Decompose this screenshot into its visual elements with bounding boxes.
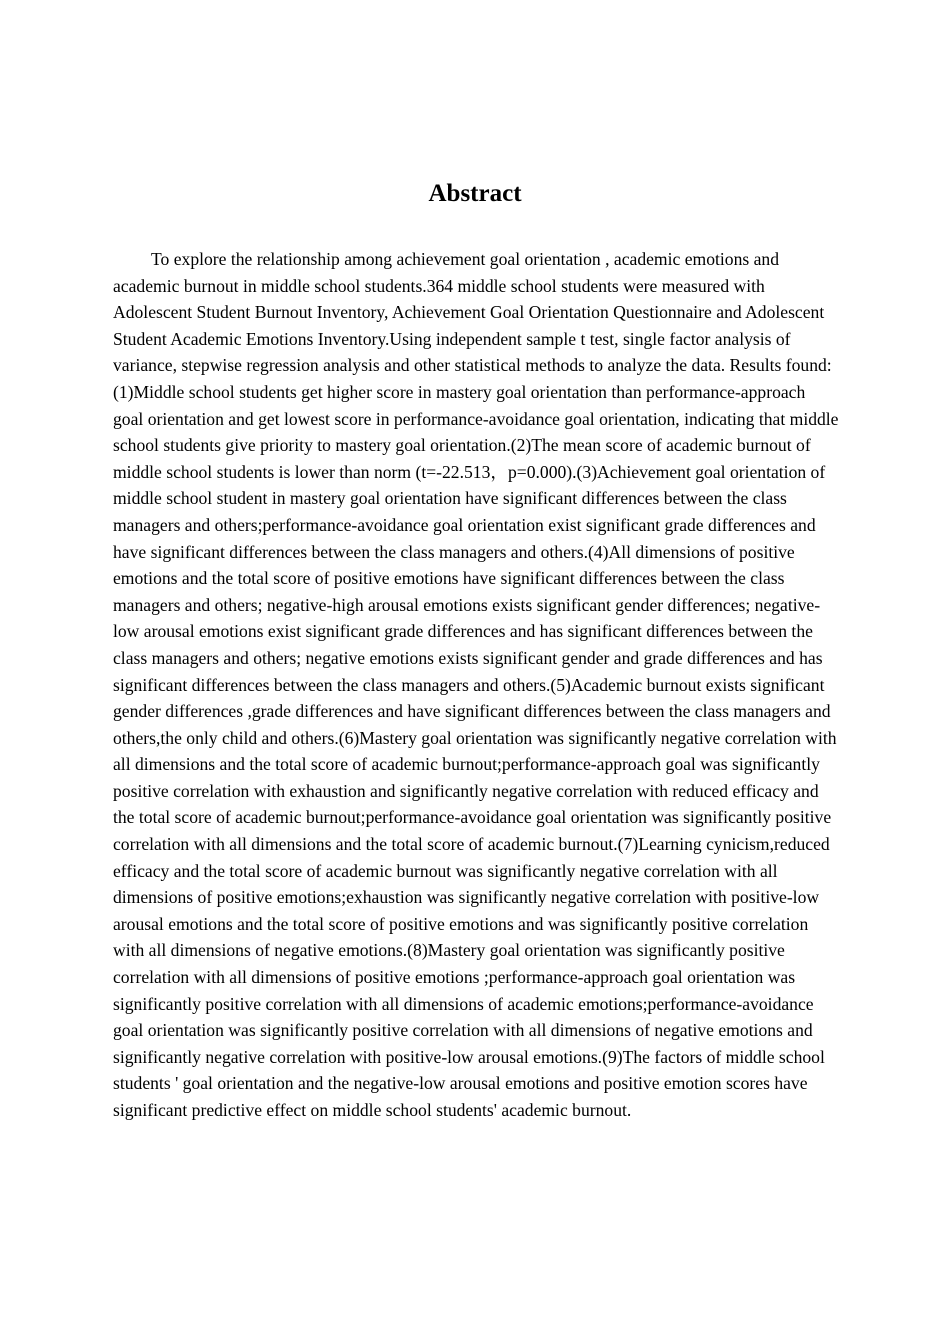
abstract-paragraph: To explore the relationship among achievement goal orientation , academic emotions and academic burnout in middle school students.364 middle school students were measured with Adolescent Student Burnout Inventory, Achievement Goal Orientation Questionnaire and Adolescent Student Academic Emotions Inventory.Using independent sample t test, single factor analysis of variance, stepwise regression analysis and other statistical methods to analyze the data. Results found:(1)Middle school students get higher score in mastery goal orientation than performance-approach goal orientation and get lowest score in performance-avoidance goal orientation, indicating that middle school students give priority to mastery goal orientation.(2)The mean score of academic burnout of middle school students is lower than norm (t=-22.513，p=0.000).(3)Achievement goal orientation of middle school student in mastery goal orientation have significant differences between the class managers and others;performance-avoidance goal orientation exist significant grade differences and have significant differences between the class managers and others.(4)All dimensions of positive emotions and the total score of positive emotions have significant differences between the class managers and others; negative-high arousal emotions exists significant gender differences; negative-low arousal emotions exist significant grade differences and has significant differences between the class managers and others; negative emotions exists significant gender and grade differences and has significant differences between the class managers and others.(5)Academic burnout exists significant gender differences ,grade differences and have significant differences between the class managers and others,the only child and others.(6)Mastery goal orientation was significantly negative correlation with all dimensions and the total score of academic burnout;performance-approach goal was significantly positive correlation with exhaustion and significantly negative correlation with reduced efficacy and the total score of academic burnout;performance-avoidance goal orientation was significantly positive correlation with all dimensions and the total score of academic burnout.(7)Learning cynicism,reduced efficacy and the total score of academic burnout was significantly negative correlation with all dimensions of positive emotions;exhaustion was significantly negative correlation with positive-low arousal emotions and the total score of positive emotions and was significantly positive correlation with all dimensions of negative emotions.(8)Mastery goal orientation was significantly positive correlation with all dimensions of positive emotions ;performance-approach goal orientation was significantly positive correlation with all dimensions of academic emotions;performance-avoidance goal orientation was significantly positive correlation with all dimensions of negative emotions and significantly negative correlation with positive-low arousal emotions.(9)The factors of middle school students ' goal orientation and the negative-low arousal emotions and positive emotion scores have significant predictive effect on middle school students' academic burnout.: [113, 249, 839, 1120]
page-title: Abstract: [428, 180, 522, 207]
